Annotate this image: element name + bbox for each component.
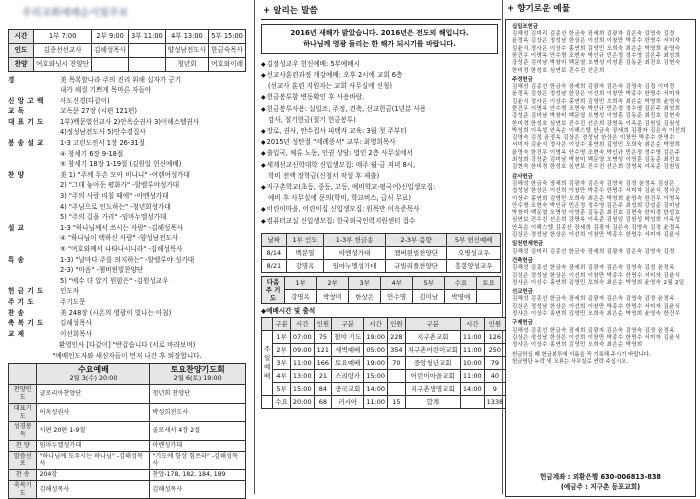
duty-cell: 8/14: [262, 246, 287, 259]
attendance-head-cell: 인원: [314, 318, 332, 331]
attendance-cell: 11:00: [460, 331, 484, 344]
order-sub-line: 2-3) "마음" -챔버윈빌찬양단: [60, 266, 144, 275]
attendance-cell: 84: [314, 383, 332, 396]
announcement-item: ◆ 어린이마을, 어린이집 신입생모집: 원목만 이옥준목사: [261, 204, 501, 215]
duty-cell: 규빌리플찬양단: [385, 259, 446, 272]
order-label: 신 앙 고 백: [8, 96, 44, 105]
prayer-slot: 2부: [317, 276, 349, 290]
attendance-cell: [388, 383, 406, 396]
midweek-cell: 김해성목사: [37, 480, 150, 499]
service-time-cell: 1부 7:00: [34, 29, 92, 43]
offering-names-line: 김해성 김종선 한금숙 장세희 김광자 김은숙 김영숙 김정 윤정옥: [512, 296, 675, 303]
attendance-head-blank: [262, 318, 273, 331]
order-row: [8, 138, 246, 149]
bulletin-header: 우리교회예배순서및주보: [22, 8, 129, 19]
duty-head-cell: 5부 헌신예배: [447, 233, 501, 246]
attendance-cell: [388, 370, 406, 383]
offering-group: [512, 24, 689, 75]
order-value: 김해성목사: [60, 319, 92, 328]
offering-names-line: 강성준 김미남 박창미 백문열 오병성 이영훈 김동준 최진호 김현숙: [512, 113, 681, 120]
attendance-head-cell: 구분: [405, 318, 460, 331]
attendance-cell: 14:00: [364, 383, 388, 396]
midweek-cell: 골로새서 4장 2절: [150, 422, 246, 441]
service-time-cell: 시간: [9, 29, 34, 43]
attendance-head-cell: 시간: [290, 318, 314, 331]
new-year-message-line-2: 하나님께 영광 돌리는 한 해가 되시기를 바랍니다.: [303, 39, 456, 48]
attendance-cell: 40: [484, 370, 506, 383]
announcement-item: ◆ 출입국, 체류 노동, 인권 상담: 법인 2층 사무실에서: [261, 148, 501, 159]
order-row: [8, 96, 246, 107]
offering-group-title: 구제헌금: [512, 320, 533, 327]
offering-names-line: 윤영숙 한건우 이명옥 안수명 조현숙 박인규 민은정 정수영 김은주: [512, 149, 681, 156]
order-value: 이선희목사: [60, 329, 92, 338]
midweek-row: [9, 385, 246, 404]
midweek-cell: 204장: [37, 470, 150, 481]
midweek-cell: 대표기도: [9, 403, 37, 422]
attendance-cell: 19:00: [364, 357, 388, 370]
service-time-cell: 여호와닛시 찬양단: [34, 57, 92, 71]
order-value: 주기도문: [60, 297, 86, 306]
service-time-cell: 3부 11:00: [129, 29, 166, 43]
service-time-cell: 찬양: [9, 57, 34, 71]
attendance-cell: 68: [314, 396, 332, 409]
offering-names-line: 한건우 이명옥 안수명 조현숙 박인규 민은정 정수영 김은주 최성희: [512, 106, 681, 112]
attendance-cell: 09:00: [290, 344, 314, 357]
service-times-table: [8, 29, 246, 72]
prayer-slot: 1부: [285, 276, 317, 290]
announcement-item: ◆ 장로, 권사, 안수집사 피택자 교육: 3월 첫 주부터: [261, 126, 501, 137]
midweek-cell: 임마누엘성가대: [37, 440, 150, 451]
midweek-cell: "하나님께 도우시는 하나님" -김해성목사: [37, 451, 150, 470]
duty-head-cell: 날짜: [262, 233, 287, 246]
midweek-head-blank: [9, 364, 37, 385]
order-value: 교독문 27장 (시편 121편): [60, 107, 137, 116]
duty-head-cell: 1-3부 헌금송: [324, 233, 385, 246]
offering-names-line: 김해성 김종선 한금숙 장세희 김광자 김은숙 김영숙 김정 윤정옥: [512, 265, 675, 272]
attendance-cell: 354: [388, 344, 406, 357]
midweek-cell: 찬양인도: [9, 385, 37, 404]
order-label: 교 독: [8, 107, 25, 116]
attendance-cell: 합계: [405, 396, 460, 409]
offering-group-title: 일천번제헌금: [512, 241, 544, 248]
offering-names-line: 김상은 정성남 한상은 이선희 이창만 박종수 한명수 서미자 김윤식: [512, 232, 681, 239]
offering-group-title: 감사헌금: [512, 173, 533, 180]
attendance-cell: 토요예배: [332, 357, 364, 370]
offering-names-line: 김해성 김미리 김종선 한금숙 장세희 김광자 김은숙 김영숙 김정: [512, 31, 675, 38]
offering-group: [512, 174, 689, 240]
order-row: [8, 117, 246, 128]
announcement-item: 감사, 절기헌금(절기 헌금봉투): [268, 115, 356, 124]
order-value: 1-3 고린도전서 1장 26-31절: [60, 139, 145, 148]
announcements-column: [257, 0, 504, 494]
offering-group-title: 건축헌금: [512, 257, 533, 264]
attendance-head-cell: 인원: [484, 318, 506, 331]
welcome-line-2: "예배인도자와 새신자들이 먼저 나간 후 퇴장합니다.: [52, 352, 202, 361]
order-value: 美 1) "주께 두손 모아 비나니" -여렌여성가대: [60, 170, 190, 179]
saturday-prayer-head: [150, 364, 246, 385]
order-sub-line: 내가 해질 기쁘게 목마른 자들아: [60, 86, 152, 95]
order-label: 경: [8, 75, 15, 84]
order-row: [8, 297, 246, 308]
order-row: [8, 286, 246, 297]
midweek-cell: "기도에 항상 힘쓰라" -김해성목사: [150, 451, 246, 470]
duty-row: [262, 259, 501, 272]
offering-names-line: 김윤식 정사은 이상수 홍연희 김영민 오희숙 최은순 박영희 윤영숙: [512, 45, 681, 52]
duty-cell: 8/21: [262, 259, 287, 272]
order-sub-line: 2) "그대 놓아둔 평화가" -할렐루야성가대: [60, 181, 180, 190]
order-row: [8, 255, 246, 266]
offering-group-title: 선교헌금: [512, 289, 533, 296]
offering-groups: [512, 24, 689, 350]
order-value: 美 목록할나라 주의 진리 위해 십자가 군기: [60, 75, 182, 84]
attendance-cell: 250: [484, 344, 506, 357]
duty-roster-table: [261, 233, 501, 273]
midweek-row: [9, 470, 246, 481]
order-value: 인도자: [60, 287, 80, 296]
order-value: 美 248장 (시온의 영광이 빛나는 아침): [60, 308, 172, 317]
order-label: 축 복 기 도: [8, 319, 44, 328]
attendance-cell: 126: [484, 331, 506, 344]
prayer-person: 김미남: [413, 290, 445, 304]
offering-names-line: 정사은 이상수 홍연희 김영민 오희숙 최은순 박영희 윤영숙 2월 2일: [512, 279, 685, 286]
offering-names-line: 박성희 이옥성 안옥순 이해스텔 한금숙 장세희 김광자 김은숙 이선희: [512, 127, 686, 134]
attendance-cell: 3부: [273, 357, 291, 370]
welcome-line-1: 환영인사 [다같이] "반갑습니다 (서로 바라보며): [58, 341, 196, 350]
midweek-cell: 김해성목사: [150, 480, 246, 499]
order-sub-line: 5) "주의 길을 가리" -임마누엘성가대: [60, 213, 167, 222]
wednesday-service-head: [37, 364, 150, 385]
account-info: [506, 472, 695, 492]
order-row: [8, 75, 246, 86]
attendance-cell: 07:00: [290, 331, 314, 344]
attendance-cell: 러시아: [332, 396, 364, 409]
duty-cell: 아멘성가대: [324, 246, 385, 259]
next-week-prayer-label: 다음주 기도: [262, 276, 285, 303]
duty-cell: 챔버윈빌찬양단: [385, 246, 446, 259]
attendance-table: [261, 317, 506, 409]
announcement-list: [261, 59, 501, 227]
service-time-cell: 여호와이레: [209, 57, 246, 71]
duty-cell: 오병성교우: [447, 246, 501, 259]
announcement-item: ◆ 헌금봉투사용: 십일조, 주정, 건축, 선교헌금(1년분 사용: [261, 104, 501, 115]
attendance-cell: 15:00: [290, 383, 314, 396]
order-sub-line: ⑤ 창세기 18장 1-19절 (김원일 헌신예배): [60, 160, 182, 169]
attendance-cell: 228: [388, 331, 406, 344]
service-time-cell: 김해성목사: [92, 43, 129, 57]
order-label: 봉 송 설 교: [8, 139, 44, 148]
offering-group: [512, 77, 689, 172]
offering-names-line: 김해성 김종선 한금숙 장세희 김광자 김은숙 김영숙 김정 윤정옥: [512, 327, 675, 334]
order-row: [8, 170, 246, 181]
offering-names-line: 안수명 조현숙 박인규 민은정 정수영 김은주 최성희 강성준 김미남: [512, 202, 681, 209]
midweek-cell: 글로리아찬양단: [37, 385, 150, 404]
service-time-cell: 인도: [9, 43, 34, 57]
order-value: 1-3 "하나님께서 쓰시는 사람" -김해성목사: [60, 223, 184, 232]
midweek-cell: 박성희전도사: [150, 403, 246, 422]
account-holder: (예금주 : 지구촌 동포교회): [560, 482, 641, 491]
service-time-cell: 김종선선교사: [34, 43, 92, 57]
offering-names-line: 김해성 한금숙 장세희 김광자 김은숙 김영숙 김정 윤정옥 김상은: [512, 180, 675, 187]
service-time-cell: 4부 13:00: [165, 29, 208, 43]
midweek-cell: 말씀선포: [9, 451, 37, 470]
wednesday-service-time: 2월 3(수) 20:00: [69, 374, 118, 383]
duty-cell: 백문열: [286, 246, 324, 259]
attendance-head-cell: 시간: [364, 318, 388, 331]
attendance-cell: 1338: [484, 396, 506, 409]
prayer-slot: 3부: [349, 276, 381, 290]
attendance-head-cell: 구분: [273, 318, 291, 331]
offerings-column: [503, 0, 700, 494]
order-label: 대 표 기 도: [8, 117, 44, 126]
order-label: 주 기 도: [8, 297, 35, 306]
attendance-cell: 4부: [273, 370, 291, 383]
attendance-cell: 11:00: [364, 396, 388, 409]
order-sub-line: 5) "예수 더 알기 원함은" -김원성교우: [60, 276, 169, 285]
prayer-slot: 5부: [413, 276, 445, 290]
attendance-cell: 지구촌어린이교회: [405, 344, 460, 357]
offering-names-line: 박창미 백문열 오병성 이영훈 김동준 최진호 김현숙 한미경 한성호: [512, 210, 681, 217]
attendance-cell: 20:00: [290, 396, 314, 409]
midweek-row: [9, 480, 246, 499]
offering-names-line: 윤정옥 김상은 정성남 한상은 이선희 이창만 박종수 한명수 서미자: [512, 38, 681, 45]
offering-names-line: 최성희 강성준 김미남 박창미 백문열 오병성 이영훈 김동준 최진호: [512, 157, 681, 164]
offering-names-line: 김상은 정성남 한상은 이선희 이창만 박종수 한명수 서미자 김윤식: [512, 272, 681, 279]
midweek-cell: 이옥성권사: [37, 403, 150, 422]
attendance-cell: 15:00: [364, 370, 388, 383]
service-time-cell: 양성남전도사: [165, 43, 208, 57]
announcement-item: ◆ 세계선교신학대학 신입생모집: 매주 월·금 저녁 8시,: [261, 160, 501, 171]
attendance-cell: 지구촌생명교회: [405, 383, 460, 396]
wednesday-service-title: 수요예배: [77, 365, 109, 375]
account-number: 헌금계좌 : 외환은행 630-006813-838: [539, 472, 661, 481]
offering-names-line: 정성남 한상은 이선희 이창만 박종수 한명수 서미자 김윤식 정사은: [512, 188, 681, 195]
midweek-cell: 시편 20편 1-9절: [37, 422, 150, 441]
offering-names-line: 김해성 김종선 한금숙 장세희 김광자 김은숙 김영숙 김정 이미정: [512, 84, 675, 91]
offering-group-title: 주정헌금: [512, 76, 533, 83]
saturday-prayer-time: 2월 6(토) 19:00: [173, 374, 222, 383]
duty-row: [262, 246, 501, 259]
attendance-row: [262, 357, 506, 370]
offering-group-title: 십일조헌금: [512, 23, 539, 30]
offering-group: [512, 258, 689, 287]
midweek-cell: 아멘성가대: [150, 440, 246, 451]
attendance-cell: 어린이마을교회: [405, 370, 460, 383]
offering-names-line: 정사은 이상수 홍연희 김영민 오희숙 최은순 박영희: [512, 342, 643, 349]
announcements-title: + 알리는 말씀: [261, 6, 501, 20]
attendance-cell: 1부: [273, 331, 291, 344]
attendance-row: [262, 396, 506, 409]
duty-cell: 흥봉양성교우: [447, 259, 501, 272]
service-time-cell: [92, 57, 129, 71]
attendance-cell: 11:00: [460, 370, 484, 383]
attendance-cell: [460, 396, 484, 409]
attendance-title: ◆예배시간 및 출석: [261, 307, 316, 316]
prayer-slot: 4부: [381, 276, 413, 290]
duty-cell: 임마누엘성가대: [324, 259, 385, 272]
order-row: [8, 329, 246, 340]
attendance-cell: 166: [314, 357, 332, 370]
offering-names-line: 김상은 정성남 한상은 이선희 이창만 박종수 한명수 서미자 김윤식: [512, 303, 681, 310]
attendance-cell: 5부: [273, 383, 291, 396]
offering-group: [512, 241, 689, 256]
offering-names-line: 한건우 이명옥 안수명 조현숙 박인규 민은정 정수영 김은주 최성희: [512, 52, 681, 59]
offering-names-line: 김상은 정성남 한상은 이선희 이창만 박종수 한명수 서미자 김윤식: [512, 334, 681, 341]
midweek-cell: 찬 양: [9, 440, 37, 451]
attendance-cell: 75: [314, 331, 332, 344]
offering-names-line: 한미경 한성호 심연보 진수진 선은희 강명옥 이옥준 김원일 김원성: [512, 120, 681, 127]
order-label: 교 제: [8, 329, 25, 338]
midweek-row: [9, 451, 246, 470]
attendance-head-cell: 인원: [388, 318, 406, 331]
midweek-row: [9, 422, 246, 441]
announcement-item: 예비 후 사무실에 문의(학비, 학교버스, 급식 무료): [268, 194, 411, 203]
offering-names-line: 한미경 한성호 심연보 진수진 선은희: [512, 67, 605, 74]
order-value: 1-3) "날마다 주를 의지하는" -할렐루야 성가대: [60, 255, 195, 264]
prayer-person: 한상은: [349, 290, 381, 304]
offering-names-line: 서미자 김윤식 정사은 이상수 홍연희 김영민 오희숙 최은순 박영희: [512, 142, 681, 149]
attendance-row: [262, 344, 506, 357]
attendance-cell: 중앙청년교회: [405, 357, 460, 370]
worship-order-list: [8, 75, 246, 340]
midweek-cell: 찬 송: [9, 470, 37, 481]
attendance-side-blank: [262, 396, 273, 409]
attendance-row: [262, 370, 506, 383]
attendance-cell: 2부: [273, 344, 291, 357]
attendance-head-cell: 시간: [460, 318, 484, 331]
midweek-cell: 청년회 찬양단: [150, 385, 246, 404]
prayer-person: [477, 290, 501, 304]
order-label: 헌 금 기 도: [8, 287, 44, 296]
next-week-prayer-table: [261, 276, 501, 304]
offering-names-line: 심연보 진수진 선은희 강명옥 이옥준 김원일 김원성 박성희 이옥성: [512, 217, 681, 224]
offering-names-line: 김해성 김미리 김종선 한금숙 장세희 김광자 김은숙 김영숙 김정: [512, 248, 675, 255]
attendance-cell: 스리랑카: [332, 370, 364, 383]
offering-names-line: 안옥순 이해스텔 김종선 장세희 김광자 김은숙 김영숙 김정 윤정옥: [512, 224, 681, 231]
attendance-cell: 13:00: [290, 370, 314, 383]
attendance-cell: 70: [388, 357, 406, 370]
announcement-item: ◆ 김장성교우 헌신예배: 5부예배시: [261, 59, 501, 70]
offering-group: [512, 320, 689, 349]
prayer-slot: 토요: [477, 276, 501, 290]
service-time-cell: 5부 15:00: [209, 29, 246, 43]
attendance-cell: 15: [388, 396, 406, 409]
order-label: 찬 송: [8, 308, 25, 317]
attendance-cell: 05:00: [364, 344, 388, 357]
order-label: 찬 양: [8, 170, 25, 179]
service-time-cell: 2부 9:00: [92, 29, 129, 43]
attendance-row: [262, 331, 506, 344]
attendance-cell: 79: [484, 357, 506, 370]
prayer-person: 안수명: [381, 290, 413, 304]
announcement-item: (선교사 훈련 지원자는 교회 사무실에 신청): [268, 82, 392, 91]
announcement-item: ◆ 지구촌학교(초등, 중등, 고등, 예비학교·평국어)신입생모집:: [261, 182, 501, 193]
prayer-slot: 수요: [445, 276, 477, 290]
announcement-item: ◆ 2015년 성탄절 "세례증서" 교부: 최영희목사: [261, 137, 501, 148]
midweek-cell: 성경봉독: [9, 422, 37, 441]
order-sub-line: 4) "주님으로 인도하는" -청년회성가대: [60, 202, 171, 211]
attendance-cell: 19:00: [364, 331, 388, 344]
offering-names-line: 윤정옥 김상은 정성남 한상은 이선희 이창만 박종수 한명수 서미자: [512, 91, 681, 98]
order-row: [8, 318, 246, 329]
announcement-item: 학비 전액 장학금(신청서 작성 후 제출): [268, 171, 380, 180]
order-sub-line: 3) "주의 사랑 비칠 때에" -아멘성가대: [60, 192, 169, 201]
offering-names-line: 김윤식 정사은 이상수 홍연희 김영민 오희숙 최은순 박영희 윤영숙: [512, 98, 681, 105]
attendance-cell: 21: [314, 370, 332, 383]
service-time-cell: 청년회: [165, 57, 208, 71]
attendance-cell: 수요: [273, 396, 291, 409]
order-value: 사도신경(다같이): [60, 96, 110, 105]
order-sub-line: 4)정성남전도사 5)안수경집사: [60, 128, 146, 137]
offering-note-2: 헌금명단 누락 및 오류는 사무실로 연락 주십시오.: [512, 358, 629, 365]
offering-names-line: 강성준 김미남 박창미 백문열 오병성 이영훈 김동준 최진호 김현숙: [512, 60, 681, 67]
announcement-item: ◆ 선교사훈련과정 개강예배: 오후 2시에 교회 6층: [261, 70, 501, 81]
attendance-side-label: 주일예배: [262, 331, 273, 396]
announcement-item: ◆ 컴퓨터교실 신입생모집: 한국외국인력지원센터 접수: [261, 216, 501, 227]
attendance-head-cell: 구분: [332, 318, 364, 331]
prayer-person: 박창미: [317, 290, 349, 304]
attendance-cell: 10:00: [460, 357, 484, 370]
announcement-item: ◆ 헌금봉투함 변동확인 후 사용바람.: [261, 92, 501, 103]
worship-order-column: [0, 0, 251, 497]
new-year-message-line-1: 2016년 새해가 밝았습니다. 2016년은 전도의 해입니다.: [290, 28, 469, 37]
service-time-cell: [129, 57, 166, 71]
new-year-message-box: [261, 24, 498, 54]
offering-names-line: 이상수 홍연희 김영민 오희숙 최은순 박영희 윤영숙 한건우 이명옥: [512, 195, 681, 202]
saturday-prayer-title: 토요찬양기도회: [170, 365, 225, 375]
attendance-cell: 14:00: [460, 383, 484, 396]
attendance-cell: 11:00: [460, 344, 484, 357]
order-row: [8, 308, 246, 319]
midweek-row: [9, 403, 246, 422]
midweek-cell: 찬양-178, 182, 184, 189: [150, 470, 246, 481]
midweek-service-table: [8, 363, 246, 499]
attendance-cell: 121: [314, 344, 332, 357]
order-sub-line: ④ 창세기 6장 9-18절: [60, 149, 124, 158]
offerings-title: + 향기로운 예물: [507, 4, 570, 14]
offering-note-1: 헌금하실 때 헌금봉투에 이름을 꼭 기록해 주시기 바랍니다.: [512, 351, 651, 358]
offering-names-line: 김영숙 김정 윤정옥 김상은 정성남 한상은 이창만 박종수 한명수: [512, 135, 675, 142]
offering-group: [512, 289, 689, 318]
order-row: [8, 106, 246, 117]
prayer-person: 강명옥: [285, 290, 317, 304]
attendance-cell: 철야 기도: [332, 331, 364, 344]
duty-head-cell: 2-3부 음향: [385, 233, 446, 246]
attendance-cell: 지구촌교회: [405, 331, 460, 344]
attendance-cell: 9: [484, 383, 506, 396]
offerings-box: [505, 19, 696, 497]
attendance-row: [262, 383, 506, 396]
offering-names-line: 김현숙 한미경 한성호 심연보 진수진 선은희 강명옥 이옥준 김원일: [512, 164, 681, 171]
attendance-cell: 새벽예배: [332, 344, 364, 357]
order-sub-line: ④ "하나님이 택하신 사람" -양성남전도사: [60, 234, 179, 243]
order-row: [8, 223, 246, 234]
midweek-row: [9, 440, 246, 451]
duty-cell: 강명옥: [286, 259, 324, 272]
order-sub-line: ⑤ "여호와께서 나타나시니라" -김해성목사: [60, 245, 183, 253]
order-value: 1부)백문열선교사 2)안옥순권사 3)이해스텔권사: [60, 117, 200, 126]
midweek-cell: 축복기도: [9, 480, 37, 499]
order-label: 특 송: [8, 255, 25, 264]
attendance-cell: 11:00: [290, 357, 314, 370]
service-time-cell: [129, 43, 166, 57]
order-label: 설 교: [8, 223, 25, 232]
duty-head-cell: 1부 인도: [286, 233, 324, 246]
attendance-cell: 중국교회: [332, 383, 364, 396]
service-time-cell: 한금숙목사: [209, 43, 246, 57]
prayer-person: 박영애: [445, 290, 477, 304]
offering-names-line: 정사은 이상수 홍연희 김영민 오희숙 최은순 박영희 윤영숙 한건우: [512, 311, 681, 318]
